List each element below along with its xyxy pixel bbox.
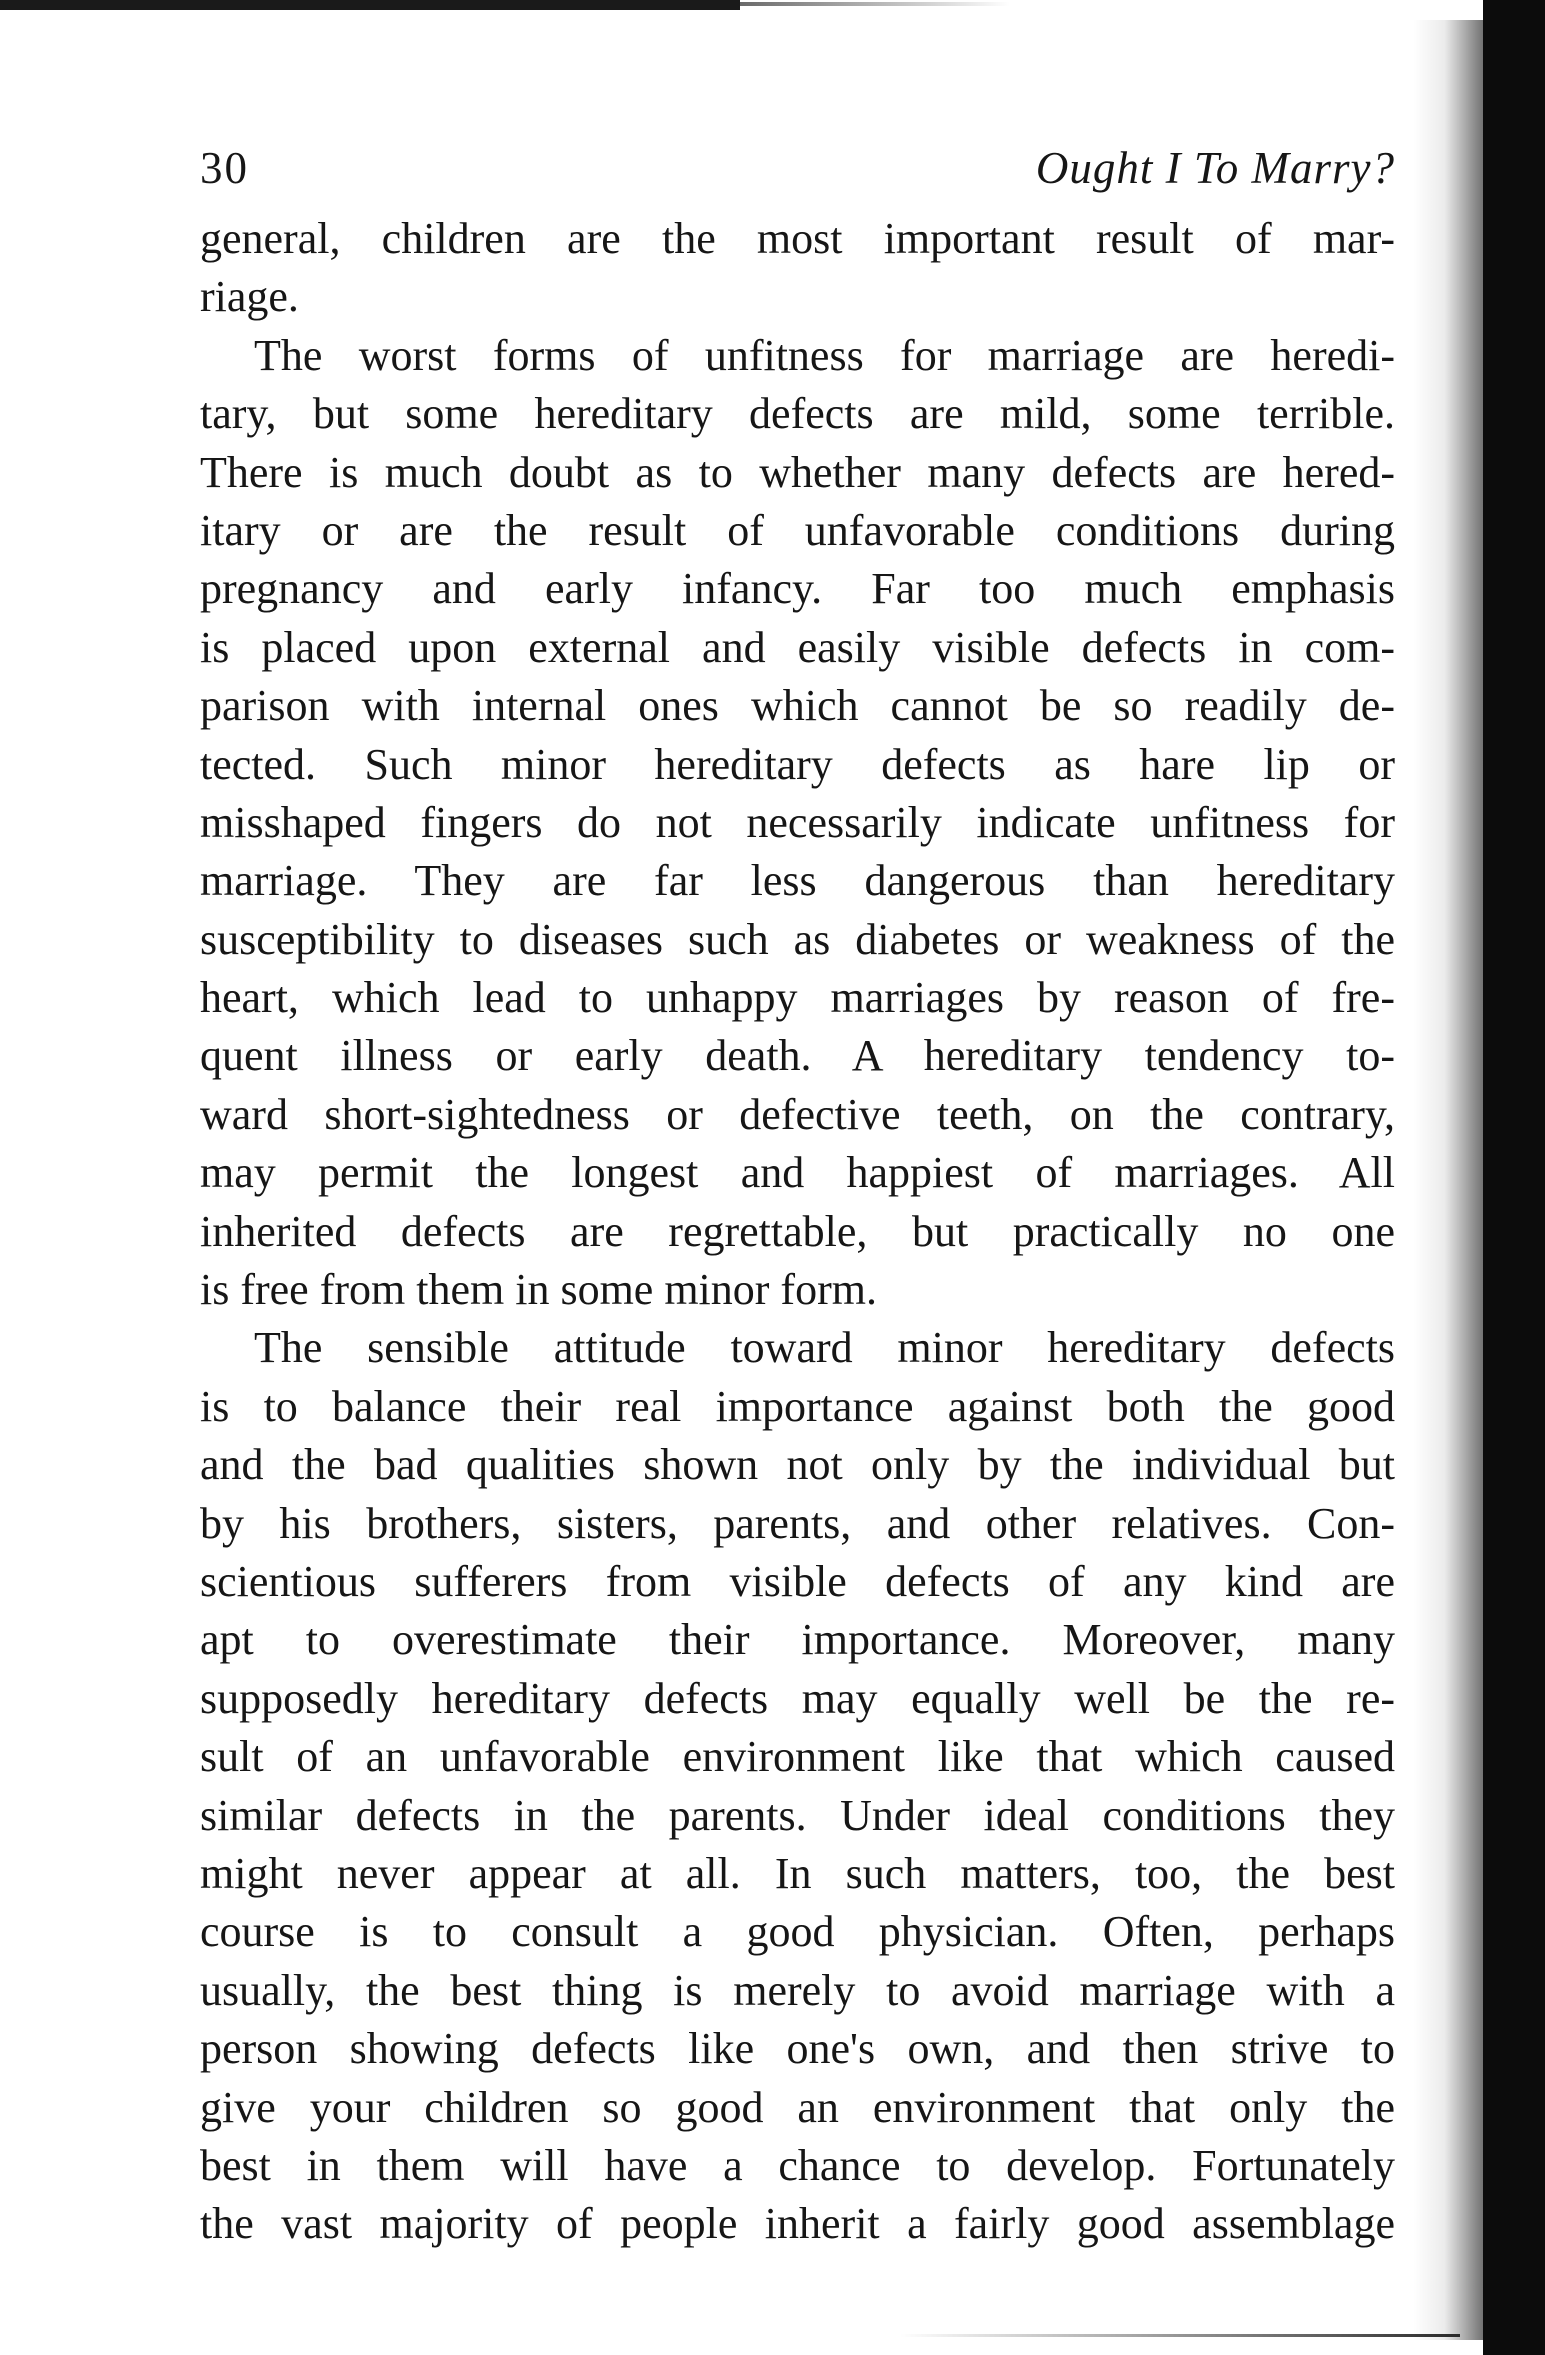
text-line: ward short-sightedness or defective teeth, on the contrary, [200, 1089, 1395, 1139]
text-line: is free from them in some minor form. [200, 1265, 877, 1315]
paragraph [200, 327, 1395, 1320]
text-line: best in them will have a chance to develop. Fortunately [200, 2140, 1395, 2190]
text-line: riage. [200, 272, 299, 322]
text-line: heart, which lead to unhappy marriages by reason of fre- [200, 973, 1395, 1023]
text-line: course is to consult a good physician. Often, perhaps [200, 1907, 1395, 1957]
text-line: by his brothers, sisters, parents, and other relatives. Con- [200, 1498, 1395, 1548]
scan-bottom-edge [900, 2334, 1460, 2337]
text-line: usually, the best thing is merely to avoid marriage with a [200, 1965, 1395, 2015]
text-line: the vast majority of people inherit a fairly good assemblage [200, 2199, 1395, 2249]
running-head [200, 142, 1395, 202]
text-line: tary, but some hereditary defects are mild, some terrible. [200, 389, 1395, 439]
text-line: parison with internal ones which cannot be so readily de- [200, 681, 1395, 731]
text-line: susceptibility to diseases such as diabetes or weakness of the [200, 914, 1395, 964]
text-line: misshaped fingers do not necessarily indicate unfitness for [200, 797, 1395, 847]
text-line: apt to overestimate their importance. Moreover, many [200, 1615, 1395, 1665]
text-line: inherited defects are regrettable, but practically no one [200, 1206, 1395, 1256]
text-line: is placed upon external and easily visible defects in com- [200, 622, 1395, 672]
binding-edge [1483, 0, 1545, 2355]
text-line: quent illness or early death. A hereditary tendency to- [200, 1031, 1395, 1081]
text-line: person showing defects like one's own, and then strive to [200, 2024, 1395, 2074]
body-text [200, 210, 1395, 2254]
text-line: scientious sufferers from visible defects of any kind are [200, 1556, 1395, 1606]
binding-shadow [1413, 20, 1483, 2340]
text-line: pregnancy and early infancy. Far too much emphasis [200, 564, 1395, 614]
text-line: supposedly hereditary defects may equally well be the re- [200, 1673, 1395, 1723]
text-line: marriage. They are far less dangerous than hereditary [200, 856, 1395, 906]
text-line: sult of an unfavorable environment like that which caused [200, 1732, 1395, 1782]
scan-top-edge-fade [740, 2, 1010, 6]
text-line: itary or are the result of unfavorable conditions during [200, 505, 1395, 555]
text-line: similar defects in the parents. Under ideal conditions they [200, 1790, 1395, 1840]
text-line: tected. Such minor hereditary defects as hare lip or [200, 739, 1395, 789]
text-line: The worst forms of unfitness for marriage are heredi- [254, 330, 1395, 380]
text-line: and the bad qualities shown not only by the individual but [200, 1440, 1395, 1490]
paragraph [200, 1319, 1395, 2253]
text-line: is to balance their real importance against both the good [200, 1381, 1395, 1431]
scan-top-edge [0, 0, 740, 10]
running-title: Ought I To Marry? [1035, 143, 1395, 193]
text-line: give your children so good an environment that only the [200, 2082, 1395, 2132]
text-line: general, children are the most important result of mar- [200, 214, 1395, 263]
page-number: 30 [200, 143, 249, 193]
text-line: The sensible attitude toward minor hereditary defects [254, 1323, 1395, 1373]
text-line: might never appear at all. In such matters, too, the best [200, 1848, 1395, 1898]
text-line: There is much doubt as to whether many defects are hered- [200, 447, 1395, 497]
text-line: may permit the longest and happiest of marriages. All [200, 1148, 1395, 1198]
paragraph [200, 210, 1395, 327]
